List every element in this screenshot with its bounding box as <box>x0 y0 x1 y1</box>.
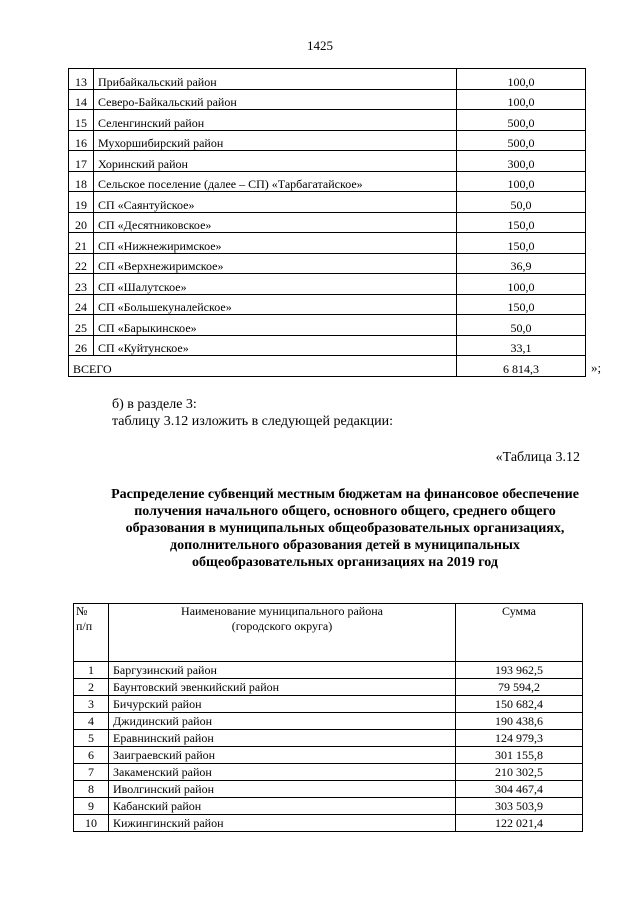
table-row <box>74 696 583 713</box>
funding-table <box>68 68 586 377</box>
table-row <box>74 713 583 730</box>
row-value: 150,0 <box>457 294 586 315</box>
instruction-paragraph: таблицу 3.12 изложить в следующей редакции: <box>112 414 394 429</box>
row-name: Еравнинский район <box>109 730 456 747</box>
row-number: 16 <box>69 130 94 151</box>
table-row <box>74 747 583 764</box>
total-row <box>69 356 586 377</box>
row-value: 300,0 <box>457 151 586 172</box>
table-row <box>69 130 586 151</box>
row-value: 100,0 <box>457 69 586 90</box>
row-number: 22 <box>69 253 94 274</box>
row-name: Хоринский район <box>94 151 457 172</box>
table-row <box>69 89 586 110</box>
row-name: СП «Десятниковское» <box>94 212 457 233</box>
row-value: 304 467,4 <box>456 781 583 798</box>
row-value: 33,1 <box>457 335 586 356</box>
table-row <box>74 781 583 798</box>
row-number: 19 <box>69 192 94 213</box>
row-number: 21 <box>69 233 94 254</box>
total-value: 6 814,3 <box>457 356 586 377</box>
table-row <box>69 335 586 356</box>
section-paragraph: б) в разделе 3: <box>112 397 197 412</box>
row-value: 100,0 <box>457 89 586 110</box>
table-reference: «Таблица 3.12 <box>495 450 580 465</box>
row-number: 13 <box>69 69 94 90</box>
row-name: Северо-Байкальский район <box>94 89 457 110</box>
row-number: 26 <box>69 335 94 356</box>
row-value: 190 438,6 <box>456 713 583 730</box>
header-num-symbol: № <box>76 604 88 618</box>
row-value: 50,0 <box>457 192 586 213</box>
row-number: 15 <box>69 110 94 131</box>
row-number: 25 <box>69 315 94 336</box>
row-value: 303 503,9 <box>456 798 583 815</box>
row-name: СП «Нижнежиримское» <box>94 233 457 254</box>
table-row <box>74 815 583 832</box>
table-row <box>74 662 583 679</box>
row-number: 24 <box>69 294 94 315</box>
row-name: Закаменский район <box>109 764 456 781</box>
row-number: 9 <box>74 798 109 815</box>
quote-close: »; <box>591 360 602 375</box>
row-number: 4 <box>74 713 109 730</box>
row-name: СП «Саянтуйское» <box>94 192 457 213</box>
row-number: 17 <box>69 151 94 172</box>
row-value: 210 302,5 <box>456 764 583 781</box>
table-row <box>69 171 586 192</box>
table-row <box>69 294 586 315</box>
row-number: 23 <box>69 274 94 295</box>
row-value: 122 021,4 <box>456 815 583 832</box>
row-number: 18 <box>69 171 94 192</box>
table-row <box>69 69 586 90</box>
table-title: Распределение субвенций местным бюджетам на финансовое обеспечение получения начального общего, основного общего, среднего общего образования в муниципальных общеобразовательных организациях, дополнительного образования детей в муниципальных общеобразовательных организациях на 2019 год <box>111 487 579 570</box>
subvention-table <box>73 603 583 832</box>
row-value: 79 594,2 <box>456 679 583 696</box>
row-value: 193 962,5 <box>456 662 583 679</box>
row-name: СП «Шалутское» <box>94 274 457 295</box>
page-number: 1425 <box>307 38 333 53</box>
column-header-number <box>74 604 109 662</box>
row-number: 7 <box>74 764 109 781</box>
table-row <box>69 151 586 172</box>
row-value: 150 682,4 <box>456 696 583 713</box>
row-name: Бичурский район <box>109 696 456 713</box>
column-header-sum: Сумма <box>456 604 583 662</box>
row-number: 20 <box>69 212 94 233</box>
row-name: Заиграевский район <box>109 747 456 764</box>
row-value: 500,0 <box>457 130 586 151</box>
row-number: 6 <box>74 747 109 764</box>
total-label: ВСЕГО <box>69 356 457 377</box>
row-value: 124 979,3 <box>456 730 583 747</box>
row-name: СП «Большекуналейское» <box>94 294 457 315</box>
row-name: СП «Верхнежиримское» <box>94 253 457 274</box>
row-name: Иволгинский район <box>109 781 456 798</box>
row-value: 150,0 <box>457 212 586 233</box>
row-name: Сельское поселение (далее – СП) «Тарбагатайское» <box>94 171 457 192</box>
row-name: СП «Барыкинское» <box>94 315 457 336</box>
table-header-row <box>74 604 583 662</box>
row-value: 100,0 <box>457 274 586 295</box>
row-name: Баунтовский эвенкийский район <box>109 679 456 696</box>
table-row <box>74 679 583 696</box>
row-name: Кижингинский район <box>109 815 456 832</box>
row-value: 50,0 <box>457 315 586 336</box>
row-name: Баргузинский район <box>109 662 456 679</box>
row-number: 2 <box>74 679 109 696</box>
table-row <box>74 730 583 747</box>
row-name: Мухоршибирский район <box>94 130 457 151</box>
table-row <box>69 212 586 233</box>
row-value: 500,0 <box>457 110 586 131</box>
table-row <box>69 110 586 131</box>
row-name: СП «Куйтунское» <box>94 335 457 356</box>
row-name: Джидинский район <box>109 713 456 730</box>
table-row <box>69 274 586 295</box>
row-name: Кабанский район <box>109 798 456 815</box>
row-value: 100,0 <box>457 171 586 192</box>
header-name-line2: (городского округа) <box>231 619 333 633</box>
row-number: 14 <box>69 89 94 110</box>
row-value: 150,0 <box>457 233 586 254</box>
row-number: 5 <box>74 730 109 747</box>
row-number: 10 <box>74 815 109 832</box>
column-header-name <box>109 604 456 662</box>
row-value: 301 155,8 <box>456 747 583 764</box>
row-name: Прибайкальский район <box>94 69 457 90</box>
row-value: 36,9 <box>457 253 586 274</box>
table-row <box>69 253 586 274</box>
row-name: Селенгинский район <box>94 110 457 131</box>
header-name-line1: Наименование муниципального района <box>181 604 383 618</box>
row-number: 1 <box>74 662 109 679</box>
table-row <box>69 315 586 336</box>
table-row <box>69 192 586 213</box>
table-row <box>74 798 583 815</box>
row-number: 3 <box>74 696 109 713</box>
row-number: 8 <box>74 781 109 798</box>
table-row <box>69 233 586 254</box>
header-num-abbr: п/п <box>76 619 93 633</box>
table-row <box>74 764 583 781</box>
